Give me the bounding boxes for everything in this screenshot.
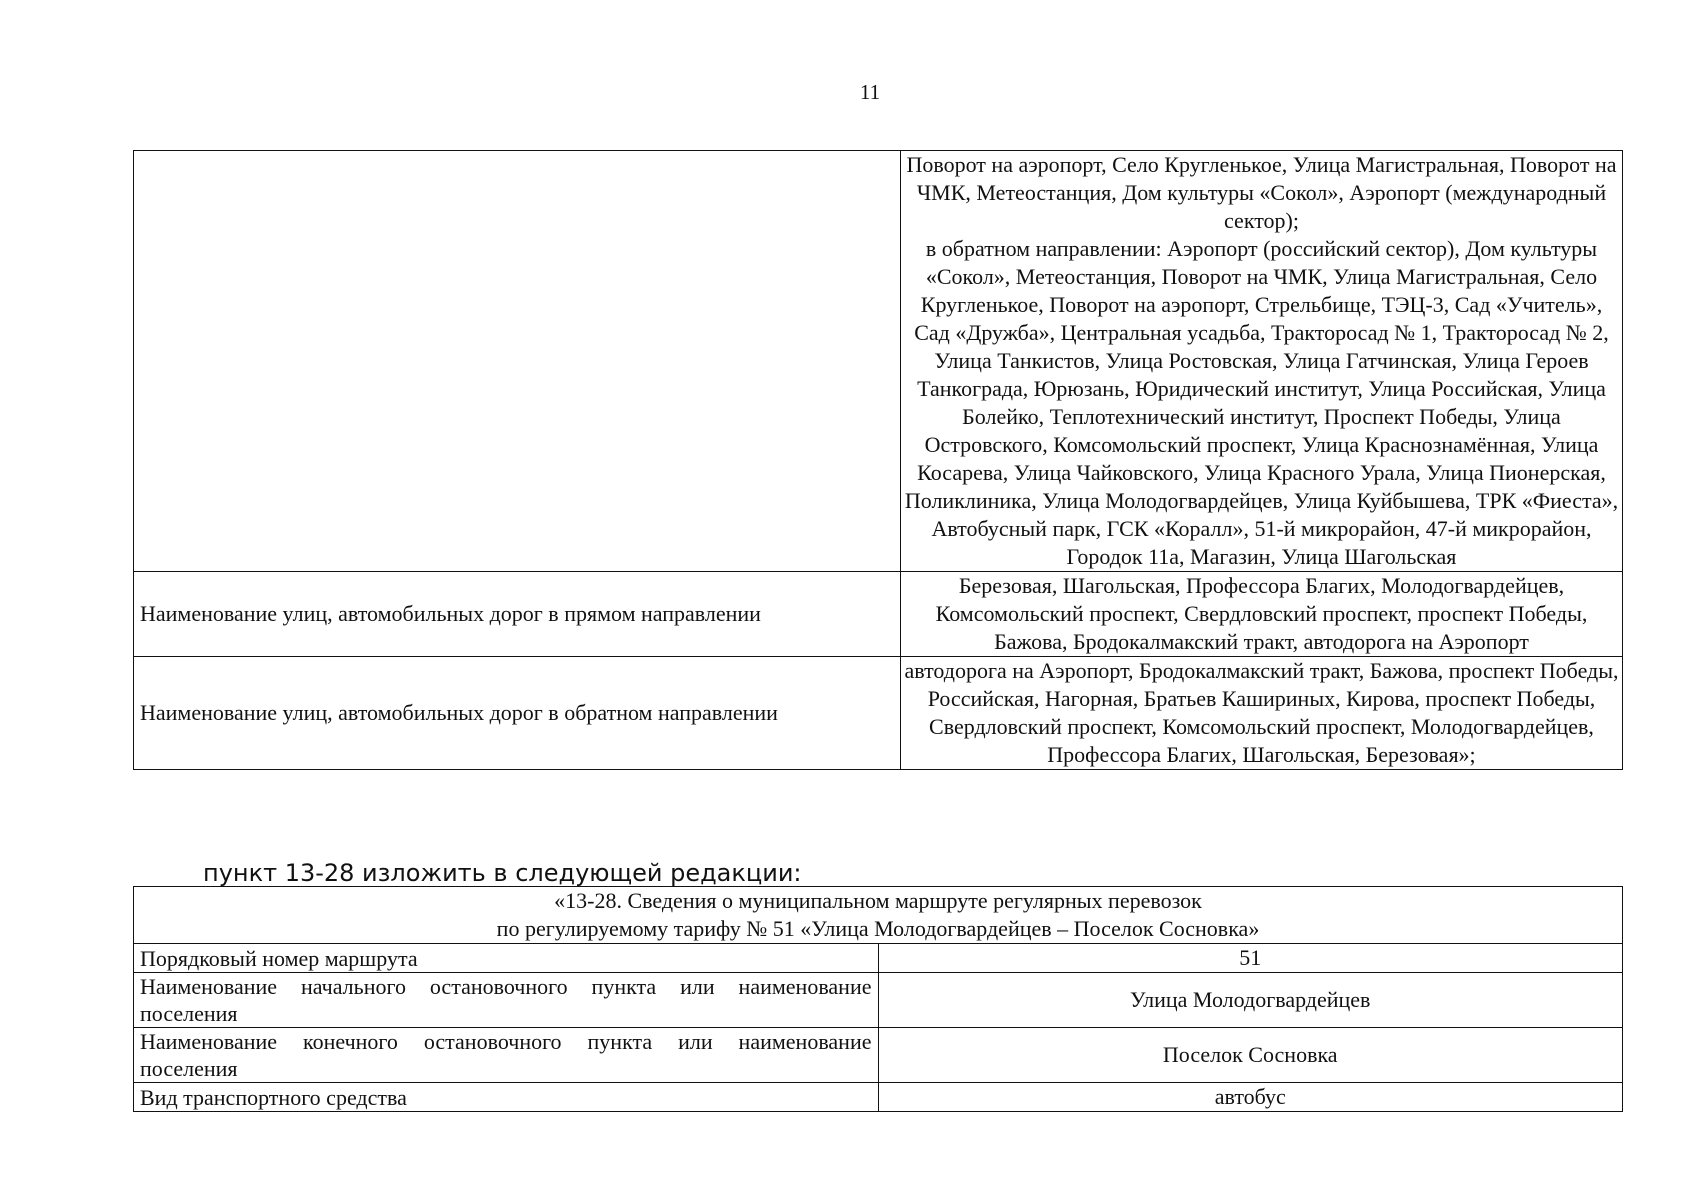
row-value: автобус [878,1083,1623,1112]
row-label: Наименование улиц, автомобильных дорог в обратном направлении [134,657,901,770]
row-label: Вид транспортного средства [134,1083,879,1112]
row-label: Наименование начального остановочного пункта или наименование поселения [134,973,879,1028]
row-value: Улица Молодогвардейцев [878,973,1623,1028]
row-value: автодорога на Аэропорт, Бродокалмакский тракт, Бажова, проспект Победы, Российская, Нагорная, Братьев Кашириных, Кирова, проспект Победы, Свердловский проспект, Комсомольский проспект, Молодогвардейцев, Профессора Благих, Шагольская, Березовая»; [901,657,1623,770]
table-row [134,973,1623,1028]
table-header [134,887,1623,944]
route-streets-table [133,150,1623,770]
row-label: Наименование улиц, автомобильных дорог в прямом направлении [134,572,901,657]
row-label: Наименование конечного остановочного пункта или наименование поселения [134,1028,879,1083]
table-header-line: «13-28. Сведения о муниципальном маршруте регулярных перевозок [554,888,1202,913]
table-row [134,1083,1623,1112]
row-value: Березовая, Шагольская, Профессора Благих, Молодогвардейцев, Комсомольский проспект, Свердловский проспект, проспект Победы, Бажова, Бродокалмакский тракт, автодорога на Аэропорт [901,572,1623,657]
empty-label-cell [134,151,901,572]
row-value: 51 [878,944,1623,973]
table-row [134,657,1623,770]
table-row [134,572,1623,657]
row-value: Поселок Сосновка [878,1028,1623,1083]
table-row [134,1028,1623,1083]
route-info-table [133,886,1623,1112]
stops-continuation-text: Поворот на аэропорт, Село Кругленькое, Улица Магистральная, Поворот на ЧМК, Метеостанция, Дом культуры «Сокол», Аэропорт (международный сектор); в обратном направлении: Аэропорт (российский сектор), Дом культуры «Сокол», Метеостанция, Поворот на ЧМК, Улица Магистральная, Село Кругленькое, Поворот на аэропорт, Стрельбище, ТЭЦ-3, Сад «Учитель», Сад «Дружба», Центральная усадьба, Тракторосад № 1, Тракторосад № 2, Улица Танкистов, Улица Ростовская, Улица Гатчинская, Улица Героев Танкограда, Юрюзань, Юридический институт, Улица Российская, Улица Болейко, Теплотехнический институт, Проспект Победы, Улица Островского, Комсомольский проспект, Улица Краснознамённая, Улица Косарева, Улица Чайковского, Улица Красного Урала, Улица Пионерская, Поликлиника, Улица Молодогвардейцев, Улица Куйбышева, ТРК «Фиеста», Автобусный парк, ГСК «Коралл», 51-й микрорайон, 47-й микрорайон, Городок 11а, Магазин, Улица Шагольская [904,152,1619,569]
amendment-intro: пункт 13-28 изложить в следующей редакции: [203,859,802,887]
table-header-line: по регулируемому тарифу № 51 «Улица Молодогвардейцев – Поселок Сосновка» [496,916,1260,941]
row-label: Порядковый номер маршрута [134,944,879,973]
page-number: 11 [859,80,881,104]
stops-continuation-cell [901,151,1623,572]
table-row [134,944,1623,973]
table-header-row [134,887,1623,944]
table-row [134,151,1623,572]
